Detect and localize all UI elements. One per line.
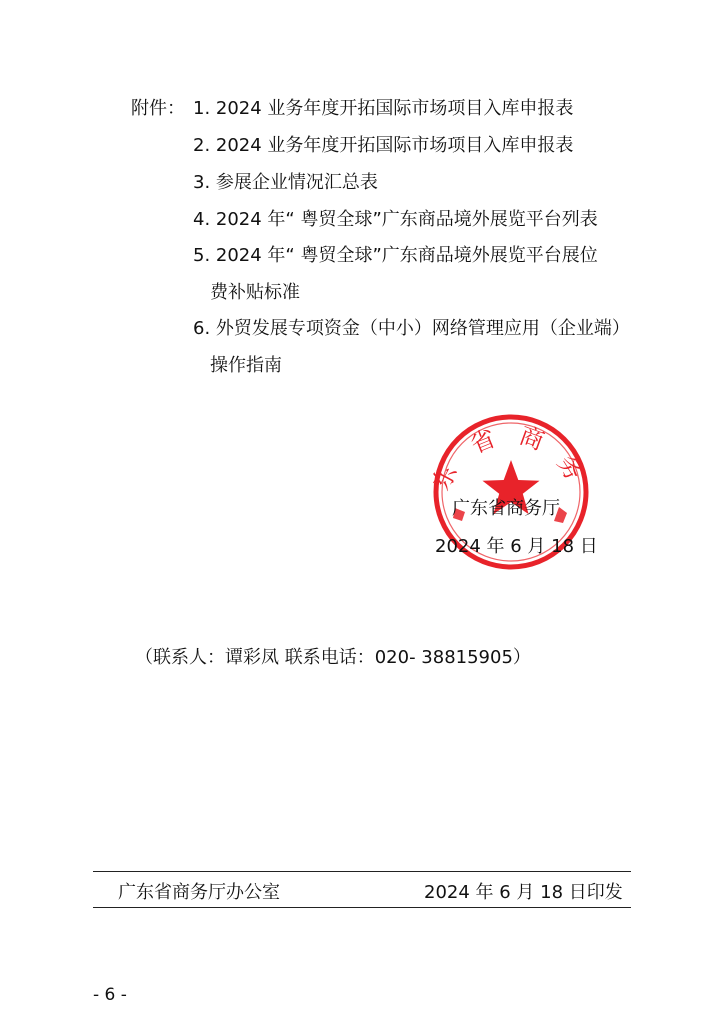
- page-number: - 6 -: [93, 985, 127, 1005]
- footer-office: 广东省商务厅办公室: [118, 882, 280, 903]
- svg-text:东: 东: [426, 460, 463, 495]
- attachment-item-5: 5. 2024 年“ 粤贸全球”广东商品境外展览平台展位: [193, 245, 598, 266]
- attachment-item-3: 3. 参展企业情况汇总表: [193, 172, 378, 193]
- attachment-item-5-continued: 费补贴标准: [210, 282, 300, 303]
- attachment-item-4: 4. 2024 年“ 粤贸全球”广东商品境外展览平台列表: [193, 209, 598, 230]
- issuer-name: 广东省商务厅: [452, 498, 560, 519]
- issue-date: 2024 年 6 月 18 日: [435, 536, 598, 557]
- attachment-item-6-continued: 操作指南: [210, 355, 282, 376]
- attachment-item-1: 1. 2024 业务年度开拓国际市场项目入库申报表: [193, 98, 574, 119]
- attachment-item-2: 2. 2024 业务年度开拓国际市场项目入库申报表: [193, 135, 574, 156]
- svg-text:省: 省: [466, 424, 500, 460]
- footer-print-date: 2024 年 6 月 18 日印发: [424, 882, 623, 903]
- footer-top-rule: [93, 871, 631, 872]
- svg-text:务: 务: [551, 450, 589, 486]
- attachments-label: 附件：: [131, 98, 185, 119]
- footer-bottom-rule: [93, 907, 631, 908]
- contact-info: （联系人：谭彩凤 联系电话：020- 38815905）: [135, 647, 531, 668]
- svg-text:商: 商: [515, 421, 548, 456]
- attachment-item-6: 6. 外贸发展专项资金（中小）网络管理应用（企业端）: [193, 318, 630, 339]
